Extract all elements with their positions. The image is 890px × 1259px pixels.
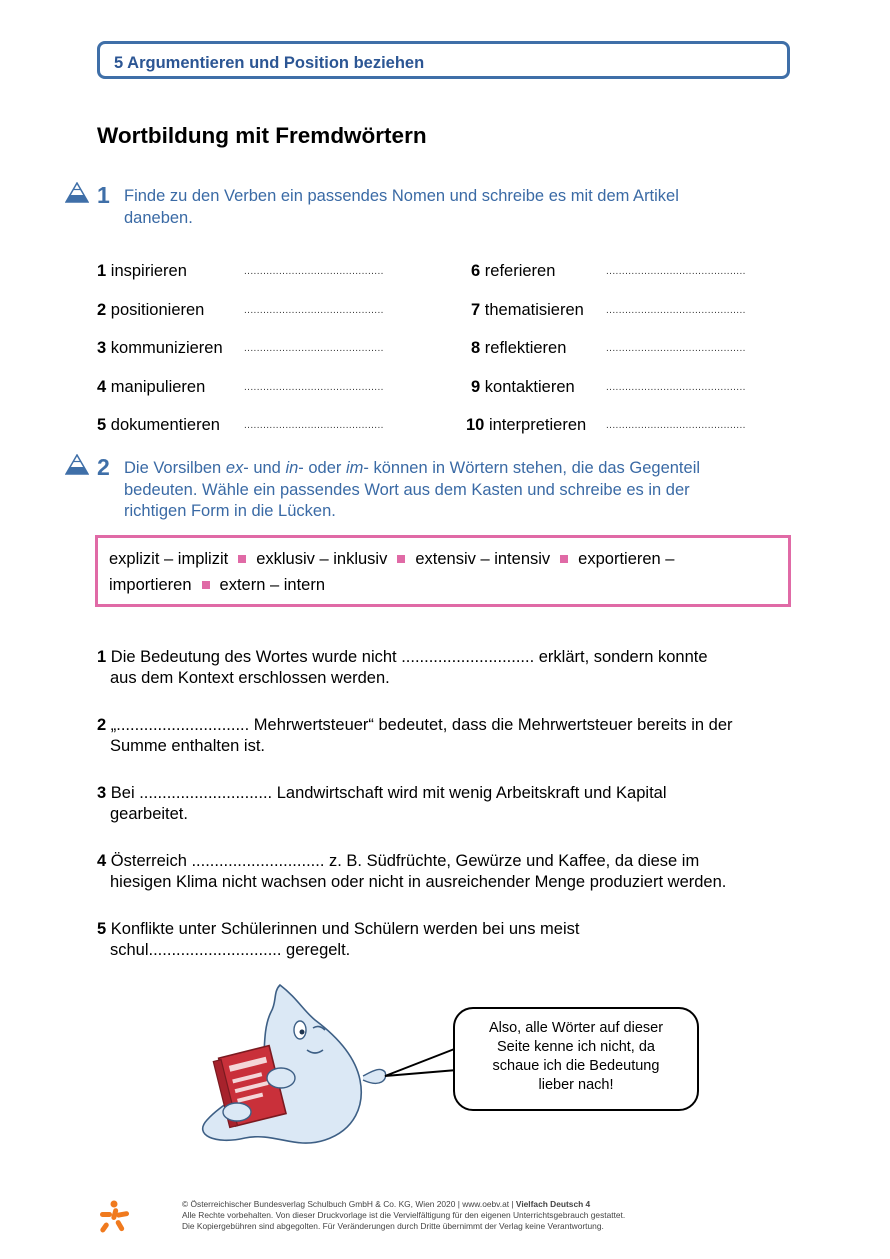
answer-blank[interactable]: ............................................: [606, 420, 746, 431]
chapter-title: 5 Argumentieren und Position beziehen: [114, 54, 425, 72]
list-item: 5 dokumentieren: [97, 416, 220, 434]
difficulty-pyramid-icon: [65, 454, 89, 475]
task-2-instruction: Die Vorsilben ex- und in- oder im- können in Wörtern stehen, die das Gegenteil bedeuten. Wähle ein passendes Wort aus dem Kasten und schreibe es in der richtigen Form in die Lücken.: [124, 459, 701, 520]
word-pair: explizit – implizit: [109, 550, 229, 568]
list-item: 3 kommunizieren: [97, 339, 223, 357]
task-1-number: 1: [97, 182, 110, 208]
sentence-item: 4 Österreich ............................. z. B. Südfrüchte, Gewürze und Kaffee, da diese im hiesigen Klima nicht wachsen oder nicht in ausreichender Menge produziert werden.: [97, 852, 727, 891]
sentence-item: 1 Die Bedeutung des Wortes wurde nicht ............................. erklärt, sondern konnte aus dem Kontext erschlossen werden.: [97, 648, 708, 687]
answer-blank[interactable]: ............................................: [606, 266, 746, 277]
list-item: 9 kontaktieren: [471, 377, 575, 396]
answer-blank[interactable]: ............................................: [606, 343, 746, 354]
list-item: 1 inspirieren: [97, 262, 187, 280]
square-bullet-icon: [238, 555, 246, 563]
answer-blank[interactable]: ............................................: [244, 343, 384, 354]
sentence-item: 3 Bei ............................. Landwirtschaft wird mit wenig Arbeitskraft und Kapital gearbeitet.: [97, 784, 667, 823]
word-pair: exportieren –: [578, 550, 675, 568]
speech-bubble-text: Also, alle Wörter auf dieser Seite kenne ich nicht, da schaue ich die Bedeutung lieber nach!: [488, 1020, 664, 1093]
publisher-logo-icon: [97, 1200, 131, 1234]
speech-bubble: [453, 1007, 699, 1111]
answer-blank[interactable]: ............................................: [606, 381, 746, 393]
task-1-instruction: Finde zu den Verben ein passendes Nomen und schreibe es mit dem Artikel daneben.: [124, 187, 679, 227]
word-pair: extensiv – intensiv: [415, 550, 551, 568]
difficulty-pyramid-icon: [65, 182, 89, 203]
chapter-header: [97, 41, 790, 79]
word-pair: extern – intern: [219, 576, 326, 594]
list-item: 7 thematisieren: [471, 300, 584, 319]
square-bullet-icon: [202, 581, 210, 589]
speech-bubble-tail: [383, 1040, 459, 1080]
list-item: 2 positionieren: [97, 300, 205, 319]
word-pair: importieren: [109, 576, 192, 594]
square-bullet-icon: [397, 555, 405, 563]
answer-blank[interactable]: ............................................: [606, 304, 746, 316]
footer-copyright: © Österreichischer Bundesverlag Schulbuch GmbH & Co. KG, Wien 2020 | www.oebv.at | Vielfach Deutsch 4 Alle Rechte vorbehalten. Von dieser Druckvorlage ist die Vervielfältigung für den eigenen Unterrichtsgebrauch gestattet. Die Kopiergebühren sind abgegolten. Für Veränderungen durch Dritte übernimmt der Verlag keine Verantwortung.: [182, 1199, 626, 1231]
sentence-item: 2 „............................. Mehrwertsteuer“ bedeutet, dass die Mehrwertsteuer bereits in der Summe enthalten ist.: [97, 716, 733, 755]
answer-blank[interactable]: ............................................: [244, 420, 384, 431]
page-title: Wortbildung mit Fremdwörtern: [97, 123, 427, 148]
task-2-number: 2: [97, 454, 110, 480]
list-item: 10 interpretieren: [466, 416, 587, 434]
ghost-mascot-illustration: [185, 980, 395, 1175]
sentence-item: 5 Konflikte unter Schülerinnen und Schülern werden bei uns meist schul............................. geregelt.: [97, 920, 580, 959]
answer-blank[interactable]: ............................................: [244, 381, 384, 393]
list-item: 8 reflektieren: [471, 339, 567, 357]
word-box: [95, 535, 791, 607]
square-bullet-icon: [560, 555, 568, 563]
answer-blank[interactable]: ............................................: [244, 304, 384, 316]
answer-blank[interactable]: ............................................: [244, 266, 384, 277]
list-item: 6 referieren: [471, 262, 556, 280]
list-item: 4 manipulieren: [97, 377, 206, 396]
word-pair: exklusiv – inklusiv: [256, 550, 388, 568]
